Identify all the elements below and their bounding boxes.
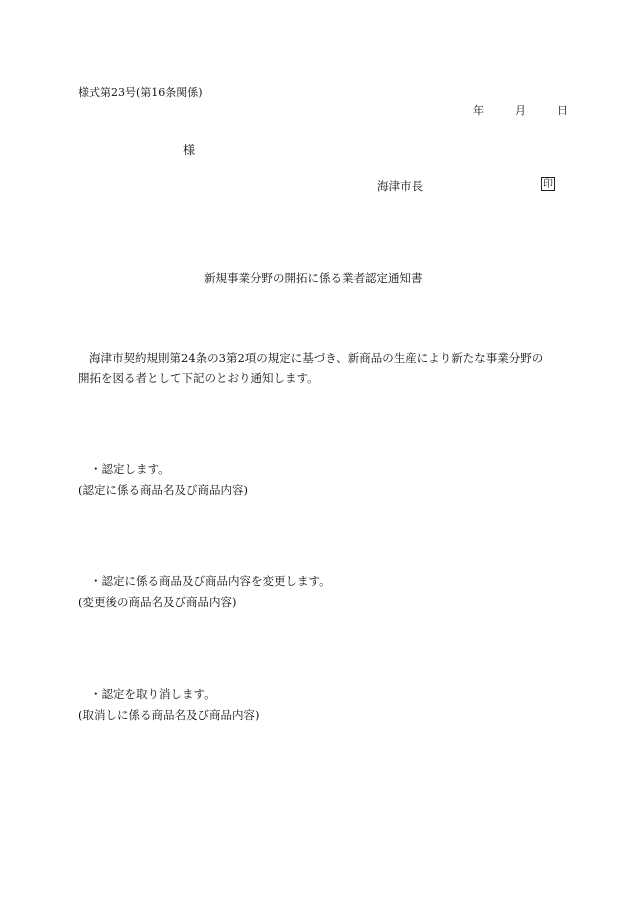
addressee-suffix: 様 bbox=[183, 143, 196, 157]
option-approve-label: ・認定します。 bbox=[90, 462, 170, 476]
document-title: 新規事業分野の開拓に係る業者認定通知書 bbox=[204, 271, 423, 285]
date-month-label: 月 bbox=[515, 104, 526, 117]
option-change-note: (変更後の商品名及び商品内容) bbox=[78, 595, 237, 609]
body-line: 海津市契約規則第24条の3第2項の規定に基づき、新商品の生産により新たな事業分野の bbox=[89, 351, 544, 365]
date-day-label: 日 bbox=[557, 104, 568, 117]
form-number: 様式第23号(第16条関係) bbox=[78, 86, 203, 99]
issuer-title: 海津市長 bbox=[377, 179, 423, 193]
option-change-label: ・認定に係る商品及び商品内容を変更します。 bbox=[90, 574, 331, 588]
seal-mark: 印 bbox=[543, 179, 553, 190]
body-paragraph bbox=[78, 349, 558, 388]
date-year-label: 年 bbox=[473, 104, 484, 117]
option-revoke-note: (取消しに係る商品名及び商品内容) bbox=[78, 708, 260, 722]
body-line: 開拓を図る者として下記のとおり通知します。 bbox=[78, 370, 319, 385]
option-revoke-label: ・認定を取り消します。 bbox=[90, 687, 216, 701]
date-line bbox=[473, 104, 568, 117]
option-approve-note: (認定に係る商品名及び商品内容) bbox=[78, 483, 248, 497]
